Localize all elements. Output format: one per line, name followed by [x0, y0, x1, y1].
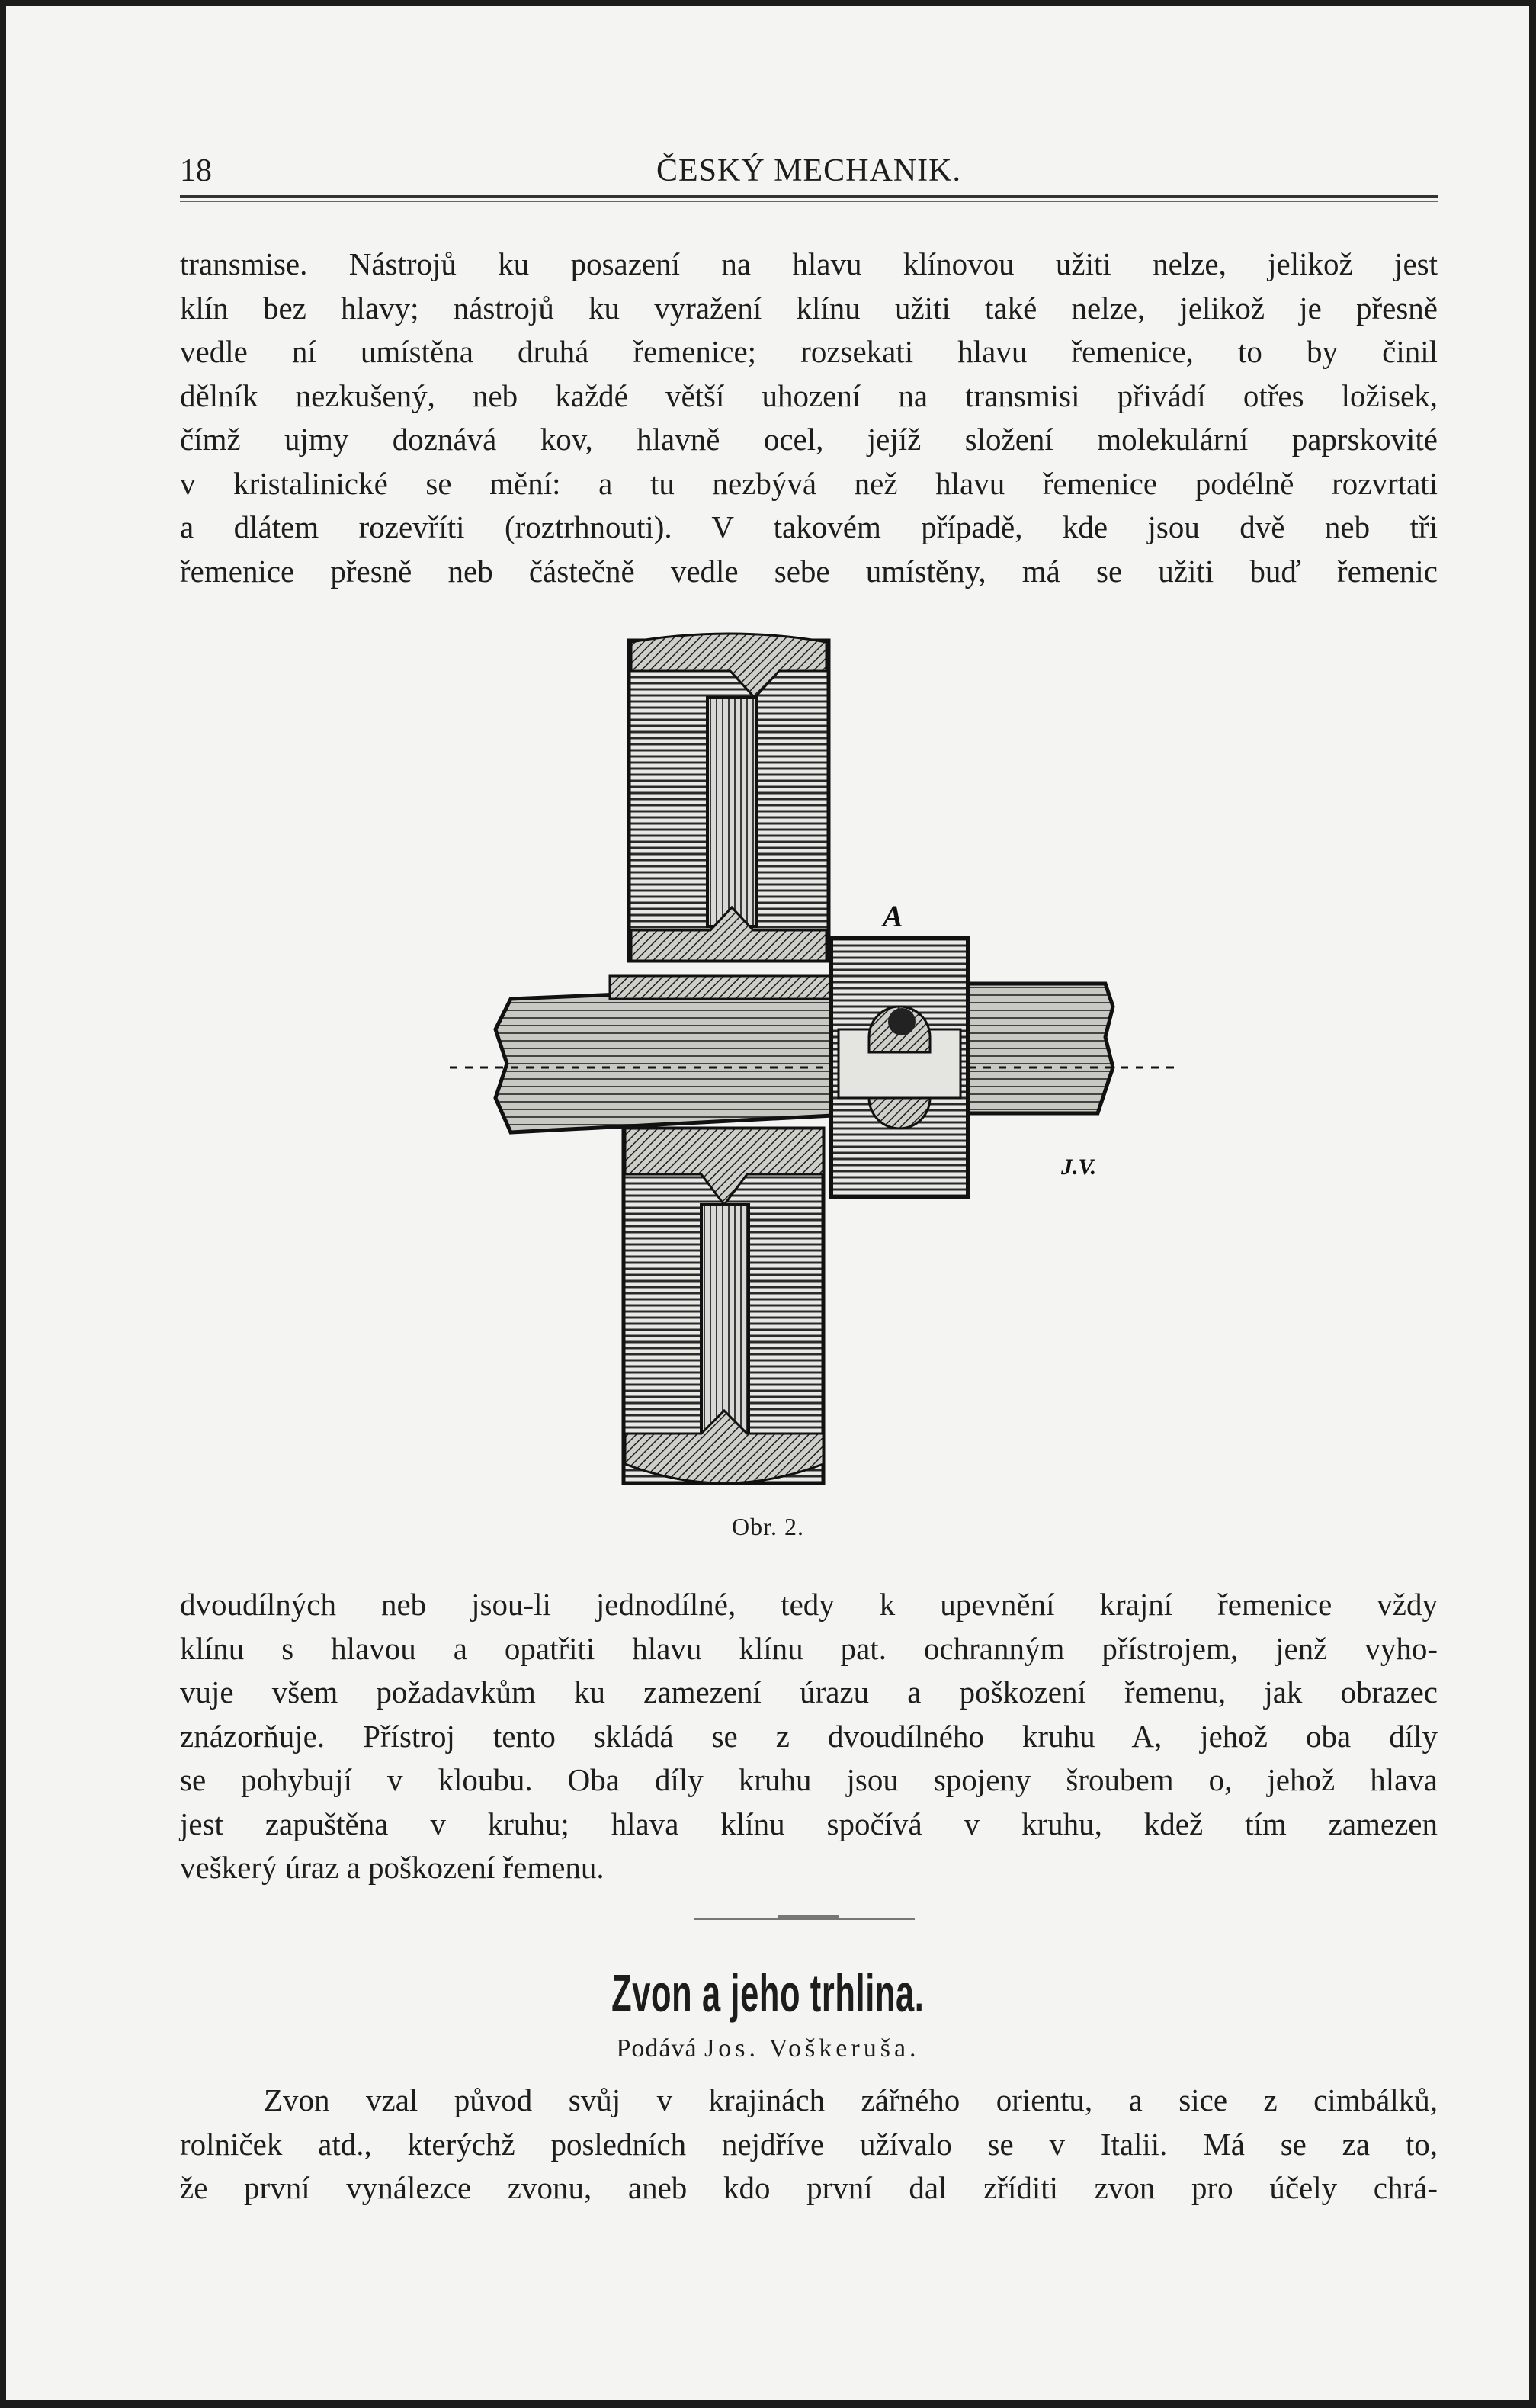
text-line: klín bez hlavy; nástrojů ku vyražení klínu užiti také nelze, jelikož je přesně: [180, 290, 1438, 326]
text-line: a dlátem rozevříti (roztrhnouti). V takovém případě, kde jsou dvě neb tři: [180, 509, 1438, 544]
paragraph-1: [180, 242, 1438, 593]
text-line: řemenice přesně neb částečně vedle sebe umístěny, má se užiti buď řemenic: [180, 553, 1438, 589]
text-line: dvoudílných neb jsou-li jednodílné, tedy k upevnění krajní řemenice vždy: [180, 1587, 1438, 1622]
text-line: veškerý úraz a poškození řemenu.: [180, 1850, 604, 1885]
page-header: [180, 153, 1438, 198]
section-separator-ornament: [778, 1915, 839, 1920]
text-line: dělník nezkušený, neb každé větší uhození na transmisi přivádí otřes ložisek,: [180, 377, 1438, 413]
paragraph-3: [180, 2079, 1438, 2211]
figure-label-a: A: [883, 899, 903, 933]
shaft: [450, 976, 1174, 1132]
figure-caption: Obr. 2.: [732, 1513, 804, 1540]
byline-prefix: Podává: [616, 2034, 697, 2063]
text-line: transmise. Nástrojů ku posazení na hlavu klínovou užiti nelze, jelikož jest: [180, 246, 1438, 281]
paragraph-2: [180, 1583, 1438, 1890]
lower-pulley-section: [624, 1129, 823, 1483]
upper-pulley-section: [629, 634, 829, 961]
text-line: vedle ní umístěna druhá řemenice; rozsekati hlavu řemenice, to by činil: [180, 334, 1438, 369]
text-line: v kristalinické se mění: a tu nezbývá než hlavu řemenice podélně rozvrtati: [180, 465, 1438, 501]
header-rule: [180, 195, 1438, 198]
article-title: Zvon a jeho trhlina.: [611, 1963, 925, 2023]
text-line: klínu s hlavou a opatřiti hlavu klínu pat. ochranným přístrojem, jenž vyho-: [180, 1630, 1438, 1666]
text-line: vuje všem požadavkům ku zamezení úrazu a poškození řemenu, jak obrazec: [180, 1674, 1438, 1710]
header-rule-thin: [180, 201, 1438, 202]
text-line: čímž ujmy doznává kov, hlavně ocel, jejíž složení molekulární paprskovité: [180, 422, 1438, 457]
text-line: rolniček atd., kterýchž posledních nejdříve užívalo se v Italii. Má se za to,: [180, 2126, 1438, 2162]
running-title: ČESKÝ MECHANIK.: [656, 153, 961, 188]
pulley-wedge-illustration: [427, 625, 1174, 1510]
page-number: 18: [180, 153, 212, 188]
text-line: se pohybují v kloubu. Oba díly kruhu jsou spojeny šroubem o, jehož hlava: [180, 1762, 1438, 1797]
text-line: že první vynálezce zvonu, aneb kdo první dal zříditi zvon pro účely chrá-: [180, 2170, 1438, 2205]
text-line: znázorňuje. Přístroj tento skládá se z dvoudílného kruhu A, jehož oba díly: [180, 1718, 1438, 1754]
illustrator-signature: J.V.: [1061, 1154, 1097, 1180]
article-byline: [0, 2034, 1536, 2063]
byline-author: Jos. Voškeruša.: [704, 2034, 920, 2063]
text-line: jest zapuštěna v kruhu; hlava klínu spočívá v kruhu, kdež tím zamezen: [180, 1806, 1438, 1841]
text-line: Zvon vzal původ svůj v krajinách zářného orientu, a sice z cimbálků,: [264, 2082, 1438, 2117]
protective-ring-A: [831, 938, 968, 1197]
